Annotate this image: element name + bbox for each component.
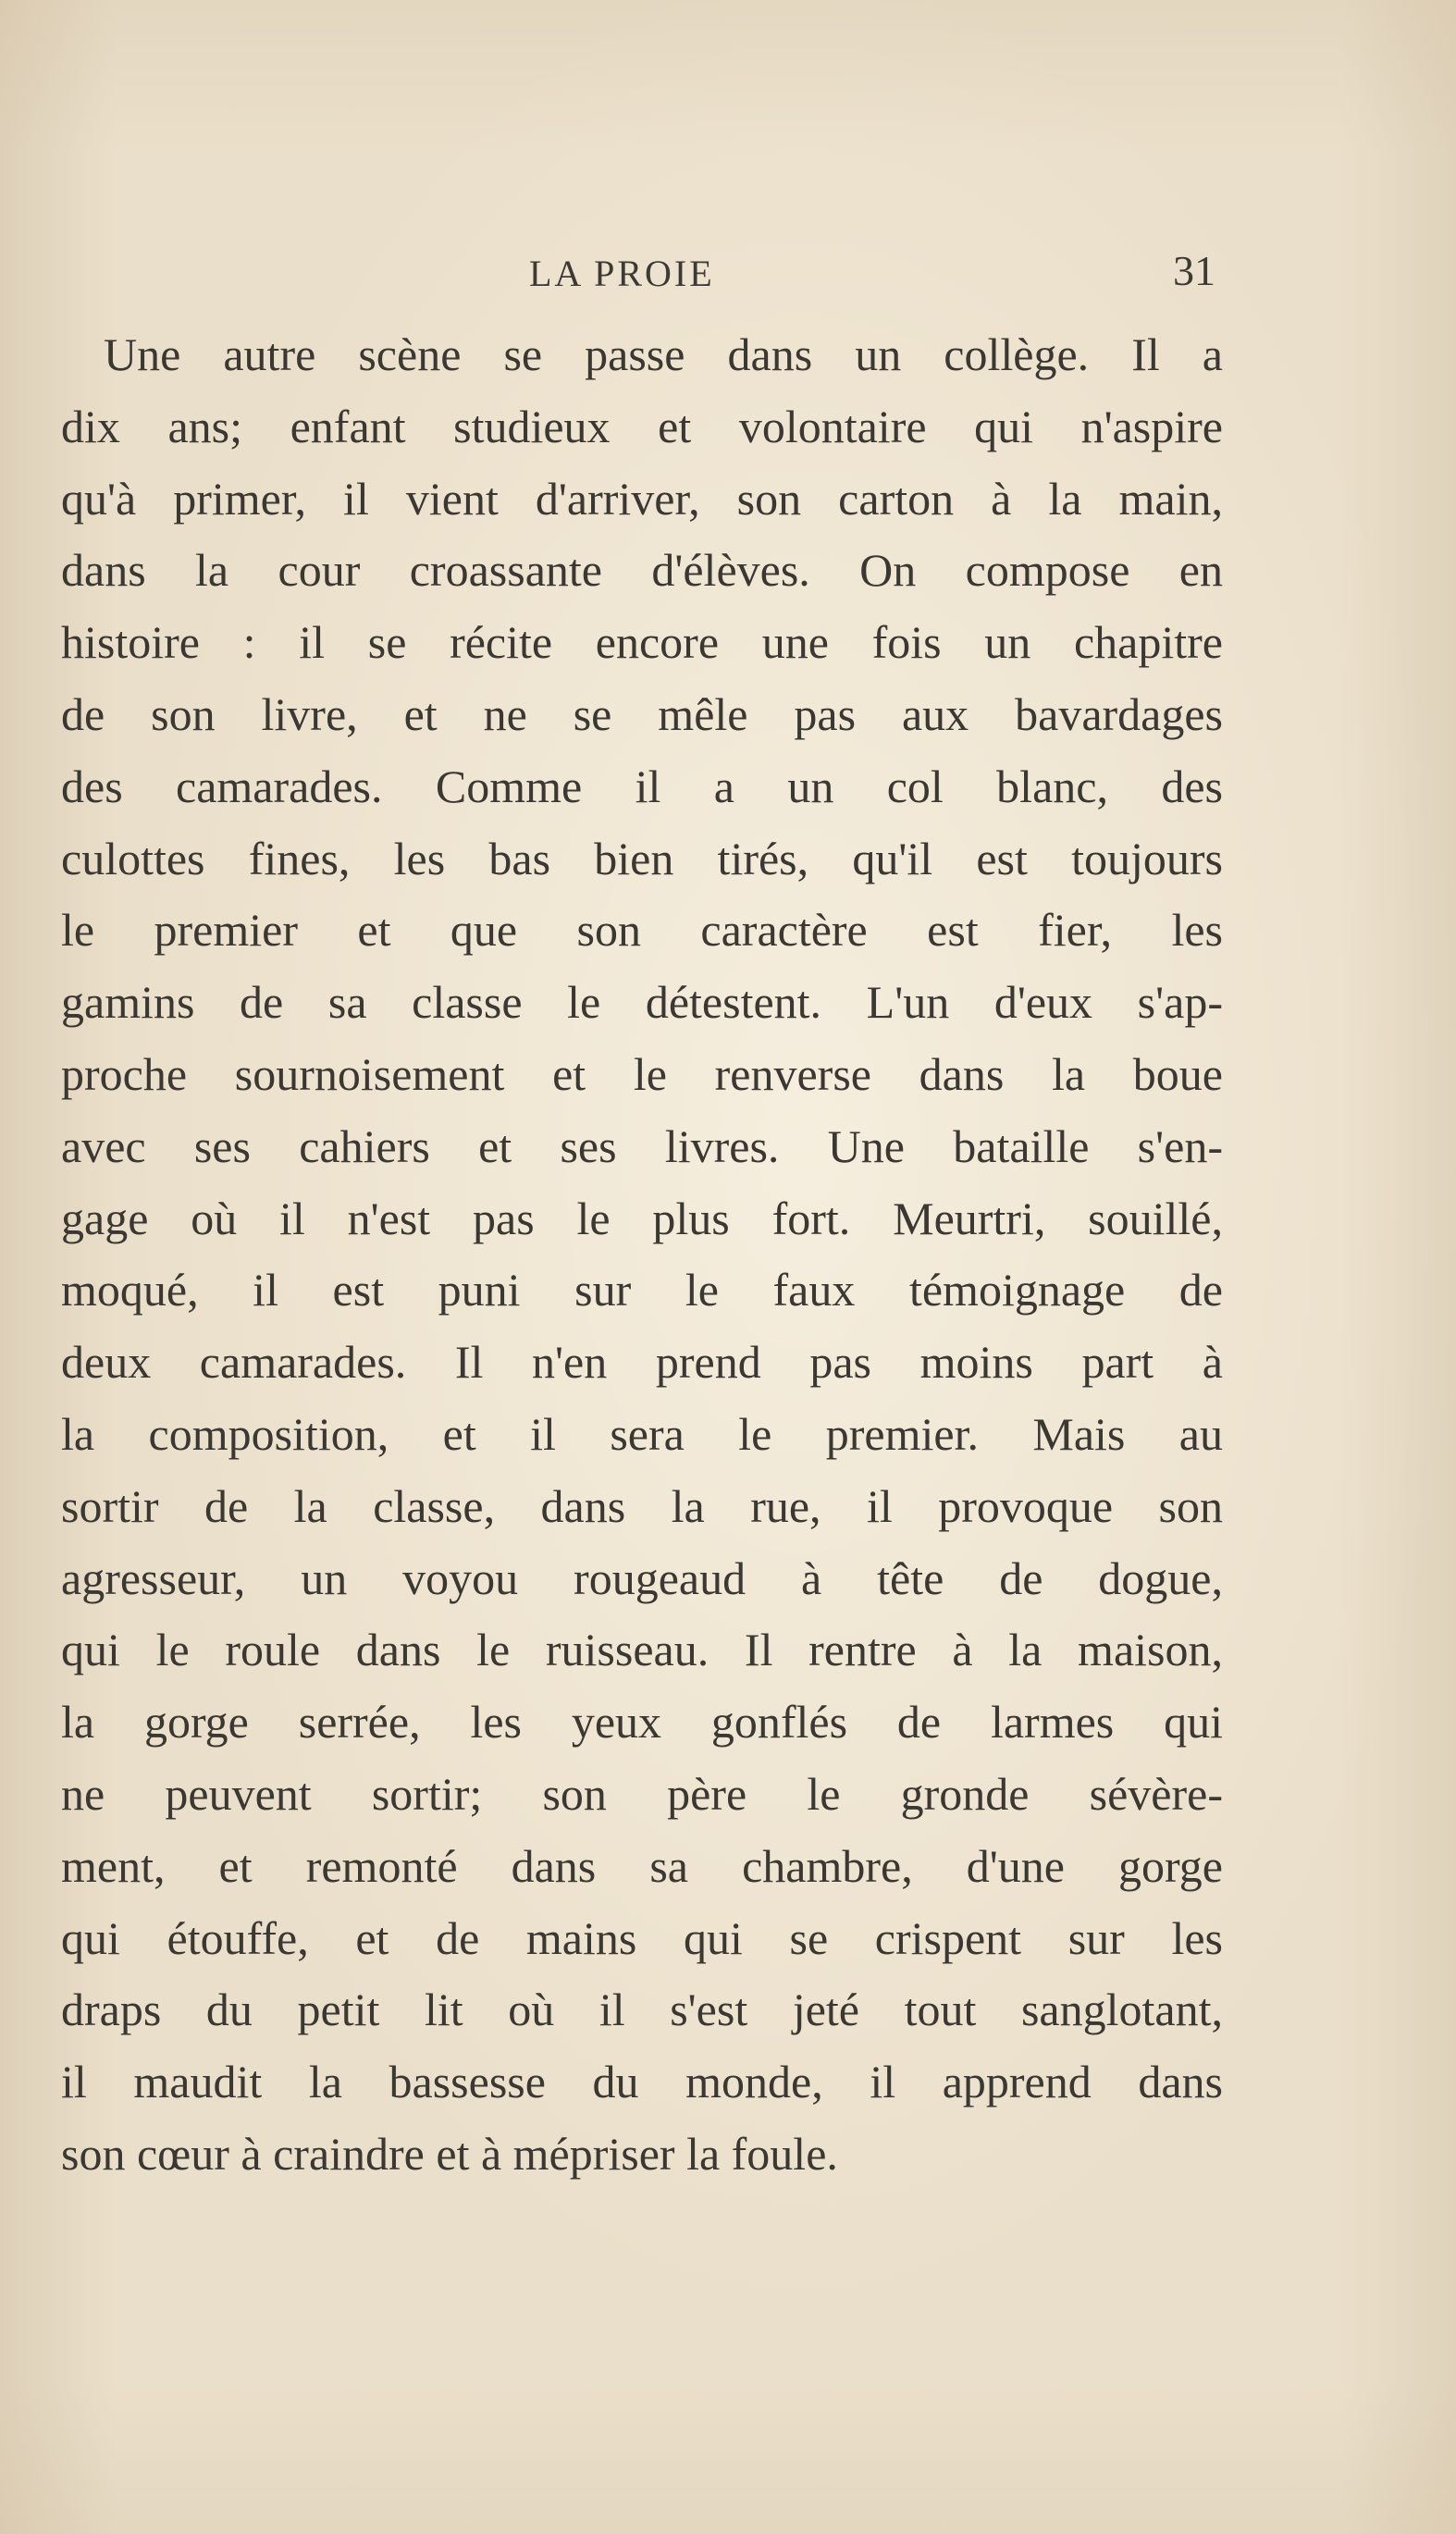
text-line: des camarades. Comme il a un col blanc, des <box>61 760 1223 812</box>
text-line: la gorge serrée, les yeux gonflés de larmes qui <box>61 1696 1223 1749</box>
text-line: ne peuvent sortir; son père le gronde sévère- <box>61 1767 1223 1820</box>
text-line: agresseur, un voyou rougeaud à tête de dogue, <box>61 1551 1223 1604</box>
text-line: draps du petit lit où il s'est jeté tout sanglotant, <box>61 1984 1223 2036</box>
running-title: LA PROIE <box>529 253 715 294</box>
text-line: son cœur à craindre et à mépriser la foule. <box>61 2127 838 2180</box>
text-line: de son livre, et ne se mêle pas aux bavardages <box>61 687 1223 740</box>
text-line: il maudit la bassesse du monde, il apprend dans <box>61 2056 1223 2108</box>
text-line: le premier et que son caractère est fier, les <box>61 904 1223 957</box>
text-line: deux camarades. Il n'en prend pas moins part à <box>61 1336 1223 1389</box>
text-line: gamins de sa classe le détestent. L'un d'eux s'ap- <box>61 976 1223 1029</box>
body-text <box>61 319 1223 2191</box>
text-line: avec ses cahiers et ses livres. Une bataille s'en- <box>61 1119 1223 1172</box>
text-line: ment, et remonté dans sa chambre, d'une gorge <box>61 1839 1223 1892</box>
text-line: proche sournoisement et le renverse dans la boue <box>61 1047 1223 1100</box>
text-line: qui le roule dans le ruisseau. Il rentre à la maison, <box>61 1624 1223 1676</box>
text-line: culottes fines, les bas bien tirés, qu'il est toujours <box>61 832 1223 884</box>
text-line: histoire : il se récite encore une fois un chapitre <box>61 616 1223 669</box>
text-line: la composition, et il sera le premier. Mais au <box>61 1407 1223 1460</box>
text-line: Une autre scène se passe dans un collège. Il a <box>104 328 1223 380</box>
text-line: qui étouffe, et de mains qui se crispent sur les <box>61 1911 1223 1964</box>
page-number: 31 <box>1173 247 1215 294</box>
text-line: gage où il n'est pas le plus fort. Meurtri, souillé, <box>61 1192 1223 1244</box>
text-line: qu'à primer, il vient d'arriver, son carton à la main, <box>61 472 1223 525</box>
text-line: dix ans; enfant studieux et volontaire qui n'aspire <box>61 400 1223 452</box>
text-line: sortir de la classe, dans la rue, il provoque son <box>61 1479 1223 1532</box>
text-line: moqué, il est puni sur le faux témoignage de <box>61 1264 1223 1316</box>
page-header <box>0 247 1456 307</box>
text-line: dans la cour croassante d'élèves. On compose en <box>61 544 1223 597</box>
